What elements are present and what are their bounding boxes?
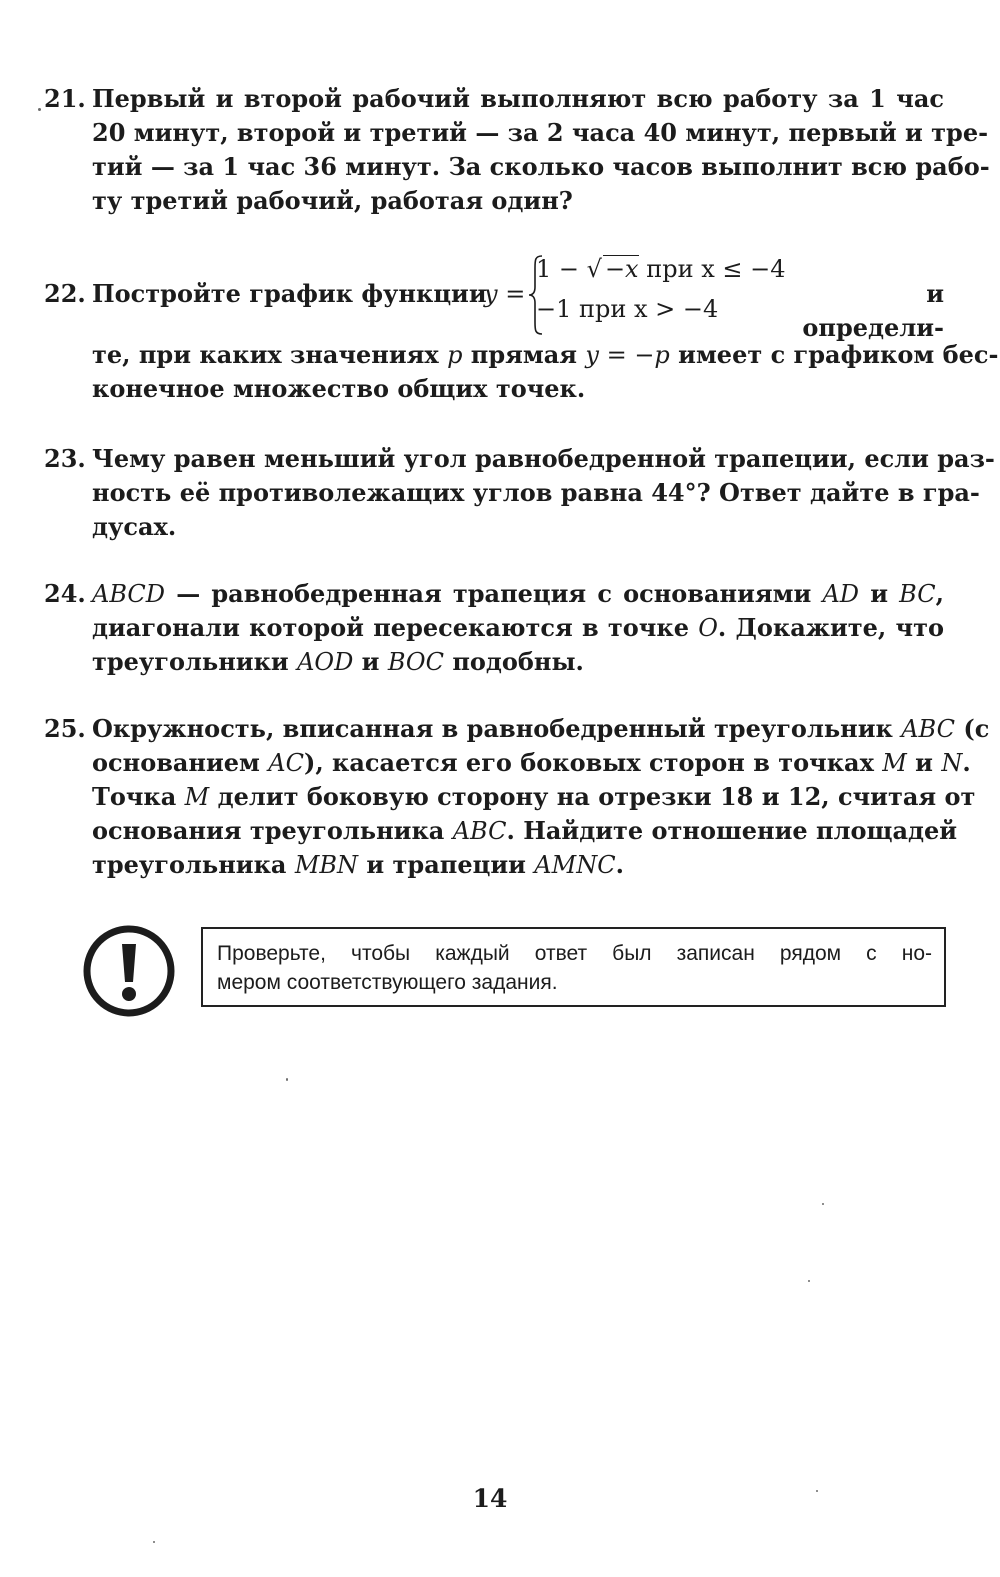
scan-speck <box>38 108 41 111</box>
text-line: ность её противолежащих углов равна 44°? Ответ дайте в гра- <box>92 478 980 507</box>
note-text-line: мером соответствующего задания. <box>217 971 558 994</box>
scan-speck <box>286 1078 288 1081</box>
piecewise-row <box>44 252 944 342</box>
problem-number: 25. <box>44 714 86 743</box>
problem-24 <box>44 577 944 679</box>
problem-number: 24. <box>44 579 86 608</box>
text-line: 20 минут, второй и третий — за 2 часа 40 минут, первый и тре- <box>92 118 989 147</box>
problem-22 <box>44 252 999 406</box>
text-line: треугольники AOD и BOC подобны. <box>92 647 584 676</box>
text-line: диагонали которой пересекаются в точке O. Докажите, что <box>92 613 944 642</box>
text-line: ABCD — равнобедренная трапеция с основаниями AD и BC, <box>92 579 944 608</box>
piecewise-case-1 <box>536 252 786 286</box>
problem-text <box>92 82 990 218</box>
text-line: Точка M делит боковую сторону на отрезки 18 и 12, считая от <box>92 782 976 811</box>
scan-speck <box>153 1541 155 1543</box>
scan-speck <box>808 1280 810 1282</box>
scan-speck <box>816 1490 818 1492</box>
problem-text <box>92 338 999 406</box>
problem-lead-tail: и определи- <box>802 279 944 342</box>
case-prefix: 1 − <box>536 255 587 283</box>
problem-text <box>92 442 995 544</box>
function-variable: y = <box>484 280 526 308</box>
text-line: ту третий рабочий, работая один? <box>92 186 573 215</box>
scan-speck <box>822 1203 824 1205</box>
problem-21 <box>44 82 990 218</box>
square-root-icon: √ <box>586 255 602 283</box>
text-line: дусах. <box>92 512 177 541</box>
problem-number: 22. <box>44 279 86 308</box>
problem-lead-text: Постройте график функции <box>92 279 487 308</box>
problem-number: 21. <box>44 84 86 113</box>
text-line: основания треугольника ABC. Найдите отношение площадей <box>92 816 958 845</box>
note-box <box>201 927 946 1007</box>
piecewise-case-2: −1 при x > −4 <box>536 295 719 323</box>
text-line: треугольника MBN и трапеции AMNC. <box>92 850 624 879</box>
problem-text <box>92 577 944 679</box>
text-line: тий — за 1 час 36 минут. За сколько часов выполнит всю рабо- <box>92 152 990 181</box>
text-line: конечное множество общих точек. <box>92 374 586 403</box>
problem-text <box>92 712 990 882</box>
problem-25 <box>44 712 990 882</box>
text-line: Окружность, вписанная в равнобедренный треугольник ABC (с <box>92 714 990 743</box>
case-condition: при x ≤ −4 <box>638 255 786 283</box>
text-line: те, при каких значениях p прямая y = −p имеет с графиком бес- <box>92 340 999 369</box>
problem-23 <box>44 442 995 544</box>
exclamation-circle-icon <box>80 922 178 1020</box>
text-line: Первый и второй рабочий выполняют всю работу за 1 час <box>92 84 944 113</box>
page-number: 14 <box>472 1484 508 1513</box>
problem-number: 23. <box>44 444 86 473</box>
radicand: −x <box>604 255 639 283</box>
note-text-line: Проверьте, чтобы каждый ответ был записан рядом с но- <box>217 942 932 965</box>
text-line: основанием AC), касается его боковых сторон в точках M и N. <box>92 748 971 777</box>
text-line: Чему равен меньший угол равнобедренной трапеции, если раз- <box>92 444 995 473</box>
